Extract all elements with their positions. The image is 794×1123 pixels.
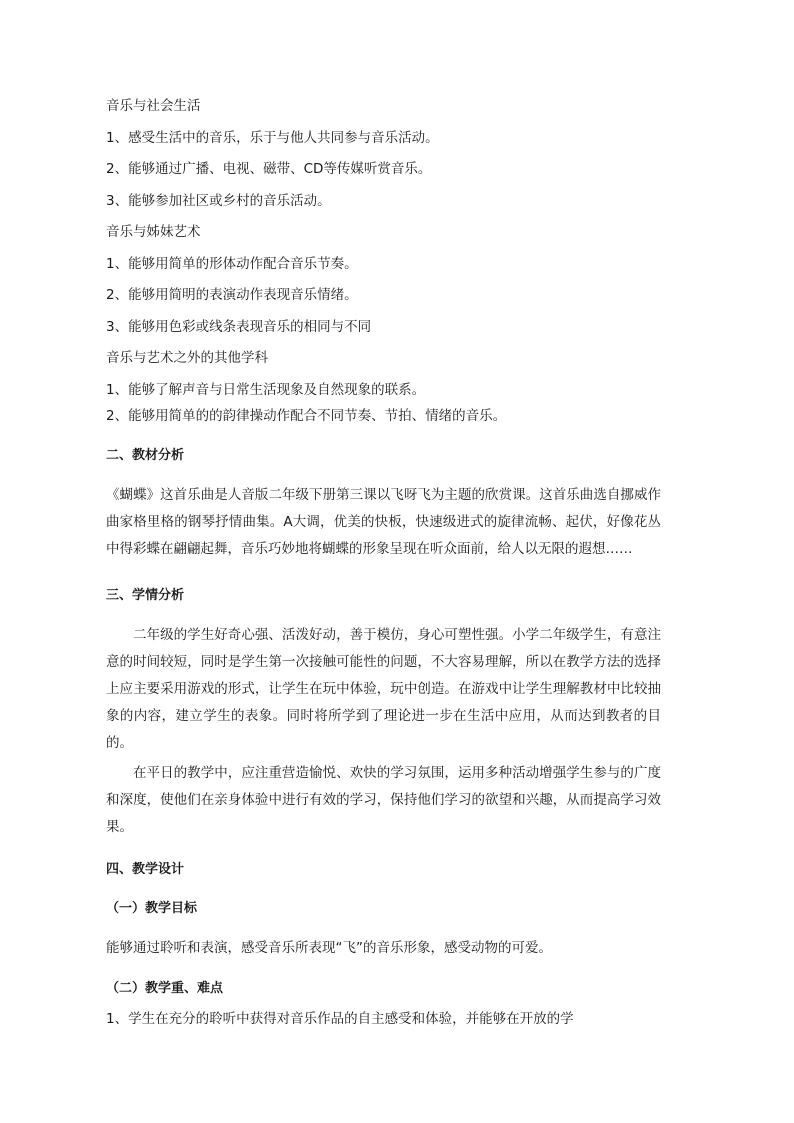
key-points-text: 1、学生在充分的聆听中获得对音乐作品的自主感受和体验，并能够在开放的学	[106, 1011, 574, 1027]
section-title-social-life: 音乐与社会生活	[106, 98, 201, 114]
list-item: 2、能够通过广播、电视、磁带、CD等传媒听赏音乐。	[106, 161, 432, 177]
list-item: 2、能够用简明的表演动作表现音乐情绪。	[106, 287, 358, 303]
teaching-goals-text: 能够通过聆听和表演，感受音乐所表现“飞”的音乐形象，感受动物的可爱。	[106, 940, 552, 956]
section-title-other-subjects: 音乐与艺术之外的其他学科	[106, 350, 268, 366]
list-item: 1、能够了解声音与日常生活现象及自然现象的联系。	[106, 382, 426, 398]
learner-analysis-paragraph-2: 在平日的教学中，应注重营造愉悦、欢快的学习氛围，运用多种活动增强学生参与的广度和深度，使他们在亲身体验中进行有效的学习，保持他们学习的欲望和兴趣，从而提高学习效果。	[106, 765, 661, 835]
subheading-teaching-goals: （一）教学目标	[106, 901, 198, 916]
subheading-key-points: （二）教学重、难点	[106, 981, 224, 996]
heading-teaching-design: 四、教学设计	[106, 862, 185, 877]
heading-material-analysis: 二、教材分析	[106, 448, 185, 463]
section-title-sister-arts: 音乐与姊妹艺术	[106, 224, 201, 240]
list-item: 3、能够参加社区或乡村的音乐活动。	[106, 193, 331, 209]
list-item: 3、能够用色彩或线条表现音乐的相同与不同	[106, 319, 372, 335]
heading-learner-analysis: 三、学情分析	[106, 588, 185, 603]
material-analysis-paragraph: 《蝴蝶》这首乐曲是人音版二年级下册第三课以飞呀飞为主题的欣赏课。这首乐曲选自挪威作曲家格里格的钢琴抒情曲集。A大调，优美的快板，快速级进式的旋律流畅、起伏，好像花丛中得彩蝶在翩翩起舞，音乐巧妙地将蝴蝶的形象呈现在听众面前，给人以无限的遐想……	[106, 487, 661, 557]
learner-analysis-paragraph-1: 二年级的学生好奇心强、活泼好动，善于模仿，身心可塑性强。小学二年级学生，有意注意的时间较短，同时是学生第一次接触可能性的问题，不大容易理解，所以在教学方法的选择上应主要采用游戏的形式，让学生在玩中体验，玩中创造。在游戏中让学生理解教材中比较抽象的内容，建立学生的表象。同时将所学到了理论进一步在生活中应用，从而达到教者的目的。	[106, 627, 661, 751]
list-item: 1、感受生活中的音乐，乐于与他人共同参与音乐活动。	[106, 130, 439, 146]
list-item: 1、能够用简单的形体动作配合音乐节奏。	[106, 256, 358, 272]
list-item: 2、能够用简单的的韵律操动作配合不同节奏、节拍、情绪的音乐。	[106, 408, 507, 424]
